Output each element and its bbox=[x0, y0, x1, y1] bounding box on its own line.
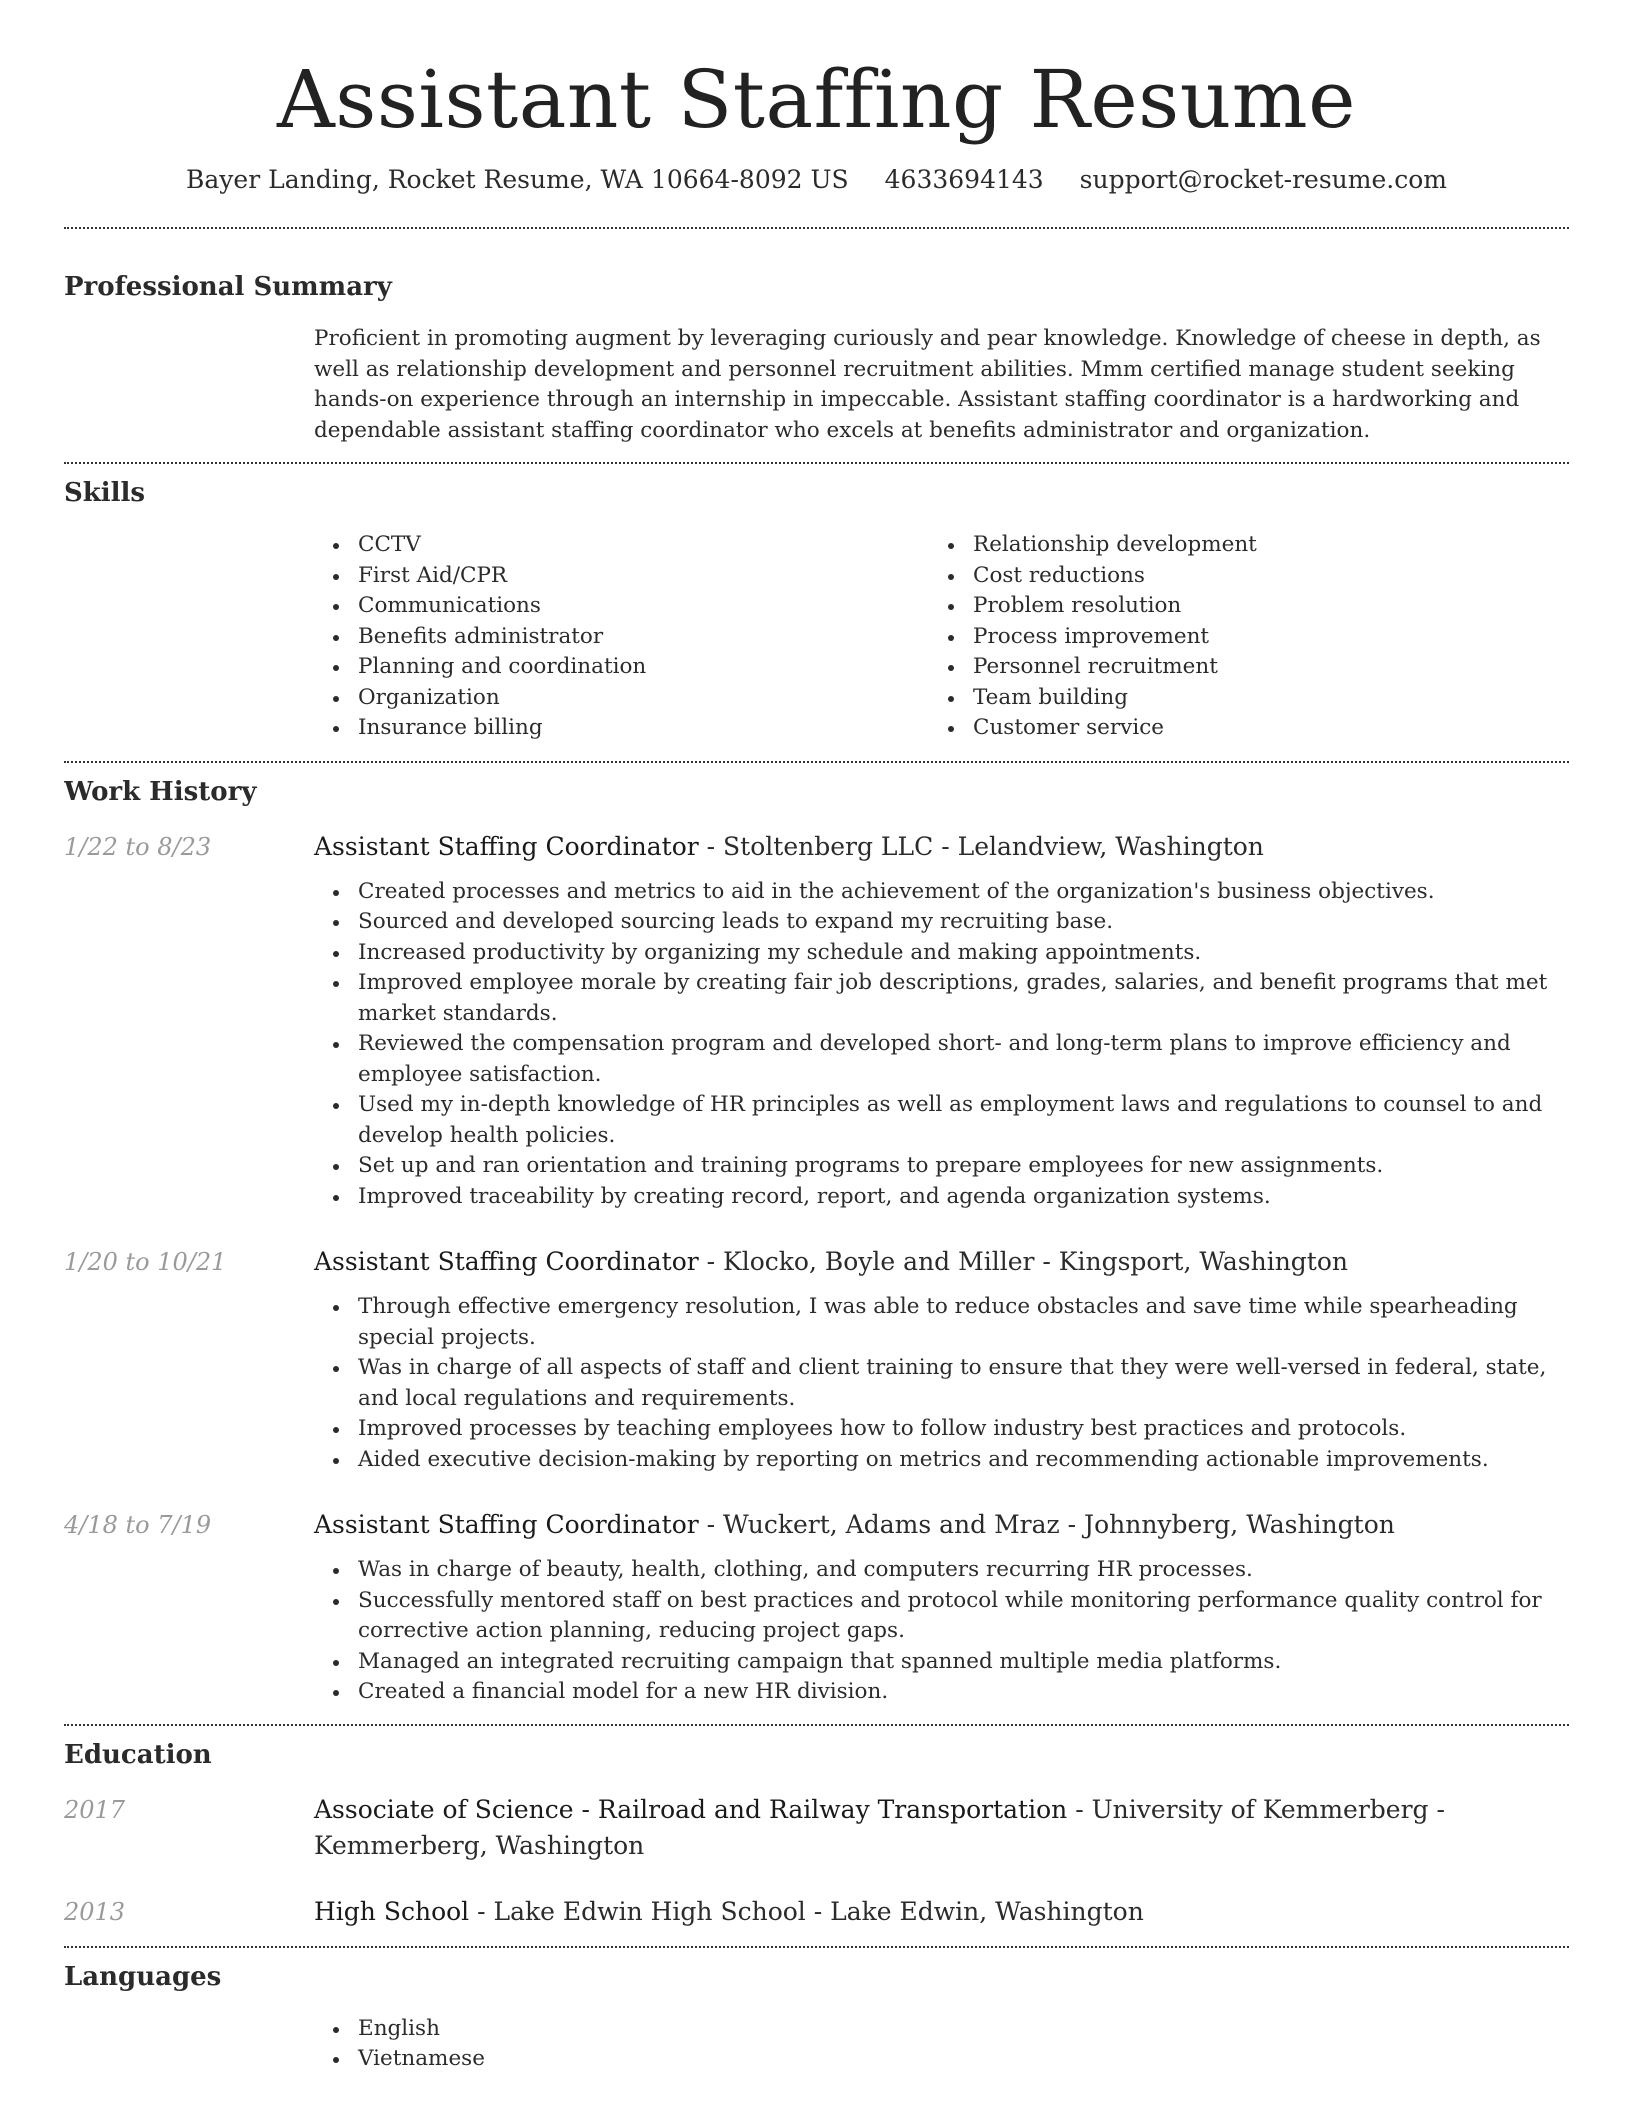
work-history-list bbox=[64, 829, 1569, 1708]
education-year: 2017 bbox=[64, 1795, 126, 1824]
language-item: English bbox=[314, 2014, 1569, 2045]
education-list bbox=[64, 1792, 1569, 1930]
resume-title: Assistant Staffing Resume bbox=[277, 53, 1356, 146]
contact-line bbox=[64, 164, 1569, 196]
skill-item: Benefits administrator bbox=[314, 622, 929, 653]
education-heading bbox=[314, 1792, 1569, 1864]
skills-columns bbox=[314, 530, 1569, 744]
job-bullet: Increased productivity by organizing my schedule and making appointments. bbox=[314, 938, 1569, 969]
skill-item: Process improvement bbox=[929, 622, 1544, 653]
skill-item: CCTV bbox=[314, 530, 929, 561]
job-bullet: Used my in-depth knowledge of HR principles as well as employment laws and regulations to counsel to and develop health policies. bbox=[314, 1090, 1569, 1151]
job-bullet: Created a financial model for a new HR division. bbox=[314, 1677, 1569, 1708]
divider bbox=[64, 462, 1569, 464]
section-title-skills: Skills bbox=[64, 478, 146, 508]
skill-item: Cost reductions bbox=[929, 561, 1544, 592]
job-bullet: Reviewed the compensation program and developed short- and long-term plans to improve efficiency and employee satisfaction. bbox=[314, 1029, 1569, 1090]
job-dates: 4/18 to 7/19 bbox=[64, 1511, 212, 1539]
skill-item: Personnel recruitment bbox=[929, 652, 1544, 683]
job-role: Assistant Staffing Coordinator bbox=[314, 831, 699, 861]
education-school-location: - Lake Edwin High School - Lake Edwin, Washington bbox=[469, 1896, 1144, 1926]
job-bullet: Sourced and developed sourcing leads to expand my recruiting base. bbox=[314, 907, 1569, 938]
job-bullet: Was in charge of all aspects of staff and client training to ensure that they were well-versed in federal, state, and local regulations and requirements. bbox=[314, 1353, 1569, 1414]
job-heading bbox=[314, 1507, 1569, 1543]
job-bullet: Improved employee morale by creating fair job descriptions, grades, salaries, and benefit programs that met market standards. bbox=[314, 968, 1569, 1029]
section-title-summary: Professional Summary bbox=[64, 272, 392, 302]
job-bullets bbox=[314, 877, 1569, 1213]
job-company-location: - Stoltenberg LLC - Lelandview, Washington bbox=[698, 831, 1264, 861]
job-header bbox=[64, 829, 1569, 865]
job-dates: 1/22 to 8/23 bbox=[64, 832, 212, 861]
contact-phone: 4633694143 bbox=[884, 165, 1044, 194]
job-bullet: Improved processes by teaching employees how to follow industry best practices and protocols. bbox=[314, 1414, 1569, 1445]
job-bullet: Through effective emergency resolution, I was able to reduce obstacles and save time while spearheading special projects. bbox=[314, 1292, 1569, 1353]
divider bbox=[64, 227, 1569, 229]
skill-item: Planning and coordination bbox=[314, 652, 929, 683]
job-bullet: Managed an integrated recruiting campaign that spanned multiple media platforms. bbox=[314, 1647, 1569, 1678]
skill-item: Insurance billing bbox=[314, 713, 929, 744]
skill-item: Customer service bbox=[929, 713, 1544, 744]
skill-item: Relationship development bbox=[929, 530, 1544, 561]
skills-list-right bbox=[929, 530, 1544, 744]
job-heading bbox=[314, 829, 1569, 865]
skill-item: Team building bbox=[929, 683, 1544, 714]
skill-item: Organization bbox=[314, 683, 929, 714]
summary-text: Proficient in promoting augment by leveraging curiously and pear knowledge. Knowledge of cheese in depth, as well as relationship development and personnel recruitment abilities. Mmm certified manage student seeking hands-on experience through an internship in impeccable. Assistant staffing coordinator is a hardworking and dependable assistant staffing coordinator who excels at benefits administrator and organization. bbox=[314, 326, 1541, 443]
skill-item: Communications bbox=[314, 591, 929, 622]
job-company-location: - Wuckert, Adams and Mraz - Johnnyberg, Washington bbox=[698, 1510, 1395, 1539]
job-bullets bbox=[314, 1555, 1569, 1708]
job-bullet: Improved traceability by creating record, report, and agenda organization systems. bbox=[314, 1182, 1569, 1213]
education-degree: Associate of Science - Railroad and Railway Transportation bbox=[314, 1794, 1068, 1824]
language-item: Vietnamese bbox=[314, 2044, 1569, 2075]
job-company-location: - Klocko, Boyle and Miller - Kingsport, Washington bbox=[698, 1247, 1348, 1276]
job-bullet: Set up and ran orientation and training programs to prepare employees for new assignments. bbox=[314, 1151, 1569, 1182]
job-bullet: Successfully mentored staff on best practices and protocol while monitoring performance quality control for corrective action planning, reducing project gaps. bbox=[314, 1586, 1569, 1647]
job-role: Assistant Staffing Coordinator bbox=[314, 1510, 699, 1539]
job-entry bbox=[64, 1507, 1569, 1708]
resume-page bbox=[64, 0, 1569, 2112]
job-heading bbox=[314, 1244, 1569, 1280]
skill-item: Problem resolution bbox=[929, 591, 1544, 622]
skill-item: First Aid/CPR bbox=[314, 561, 929, 592]
section-title-education: Education bbox=[64, 1739, 212, 1770]
job-bullet: Aided executive decision-making by reporting on metrics and recommending actionable improvements. bbox=[314, 1445, 1569, 1476]
job-bullet: Created processes and metrics to aid in the achievement of the organization's business objectives. bbox=[314, 877, 1569, 908]
education-school-location: - University of Kemmerberg - Kemmerberg, Washington bbox=[314, 1794, 1445, 1860]
job-role: Assistant Staffing Coordinator bbox=[314, 1247, 699, 1276]
section-title-languages: Languages bbox=[64, 1961, 222, 1992]
divider bbox=[64, 1724, 1569, 1726]
education-entry bbox=[64, 1894, 1569, 1930]
section-title-work: Work History bbox=[64, 776, 257, 807]
skills-list-left bbox=[314, 530, 929, 744]
job-dates: 1/20 to 10/21 bbox=[64, 1248, 227, 1276]
education-entry bbox=[64, 1792, 1569, 1864]
education-heading bbox=[314, 1894, 1569, 1930]
job-bullets bbox=[314, 1292, 1569, 1475]
job-entry bbox=[64, 1244, 1569, 1475]
contact-address: Bayer Landing, Rocket Resume, WA 10664-8092 US bbox=[186, 165, 849, 194]
job-header bbox=[64, 1507, 1569, 1543]
job-entry bbox=[64, 829, 1569, 1213]
education-degree: High School bbox=[314, 1896, 470, 1926]
languages-list bbox=[314, 2014, 1569, 2075]
job-header bbox=[64, 1244, 1569, 1280]
contact-email: support@rocket-resume.com bbox=[1079, 165, 1447, 194]
job-bullet: Was in charge of beauty, health, clothing, and computers recurring HR processes. bbox=[314, 1555, 1569, 1586]
divider bbox=[64, 761, 1569, 763]
divider bbox=[64, 1946, 1569, 1948]
education-year: 2013 bbox=[64, 1897, 126, 1926]
